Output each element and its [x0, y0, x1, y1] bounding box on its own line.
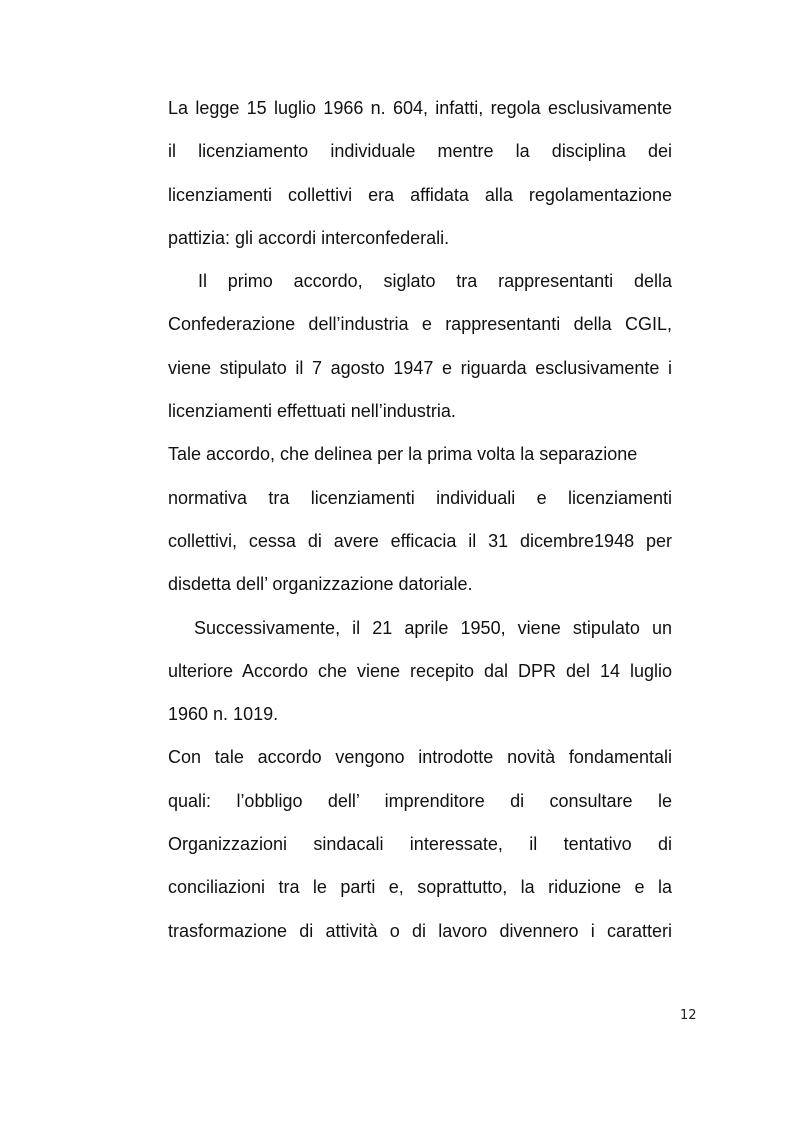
- text-line: licenziamenti collettivi era affidata alla regolamentazione: [168, 184, 672, 205]
- text-line: Il primo accordo, siglato tra rappresentanti della: [198, 271, 672, 292]
- text-line: conciliazioni tra le parti e, soprattutto, la riduzione e la: [168, 877, 672, 898]
- text-line: il licenziamento individuale mentre la disciplina dei: [168, 141, 672, 162]
- text-line: Tale accordo, che delinea per la prima volta la separazione: [168, 444, 638, 465]
- text-line: Confederazione dell’industria e rappresentanti della CGIL,: [168, 314, 672, 335]
- text-line: normativa tra licenziamenti individuali e licenziamenti: [168, 487, 672, 508]
- text-line: quali: l’obbligo dell’ imprenditore di consultare le: [168, 790, 672, 811]
- page-body: [168, 87, 672, 953]
- text-line: viene stipulato il 7 agosto 1947 e riguarda esclusivamente i: [168, 357, 672, 378]
- page-number: 12: [680, 1008, 697, 1023]
- text-line: Organizzazioni sindacali interessate, il tentativo di: [168, 834, 672, 855]
- text-line: La legge 15 luglio 1966 n. 604, infatti, regola esclusivamente: [168, 98, 672, 118]
- text-line: collettivi, cessa di avere efficacia il 31 dicembre1948 per: [168, 530, 672, 551]
- text-line: Successivamente, il 21 aprile 1950, viene stipulato un: [194, 617, 672, 638]
- text-line: trasformazione di attività o di lavoro divennero i caratteri: [168, 920, 672, 941]
- text-line: licenziamenti effettuati nell’industria.: [168, 401, 456, 422]
- text-line: 1960 n. 1019.: [168, 704, 279, 725]
- text-line: Con tale accordo vengono introdotte novità fondamentali: [168, 747, 672, 768]
- text-line: ulteriore Accordo che viene recepito dal DPR del 14 luglio: [168, 660, 672, 681]
- text-line: disdetta dell’ organizzazione datoriale.: [168, 574, 473, 595]
- text-line: pattizia: gli accordi interconfederali.: [168, 227, 450, 248]
